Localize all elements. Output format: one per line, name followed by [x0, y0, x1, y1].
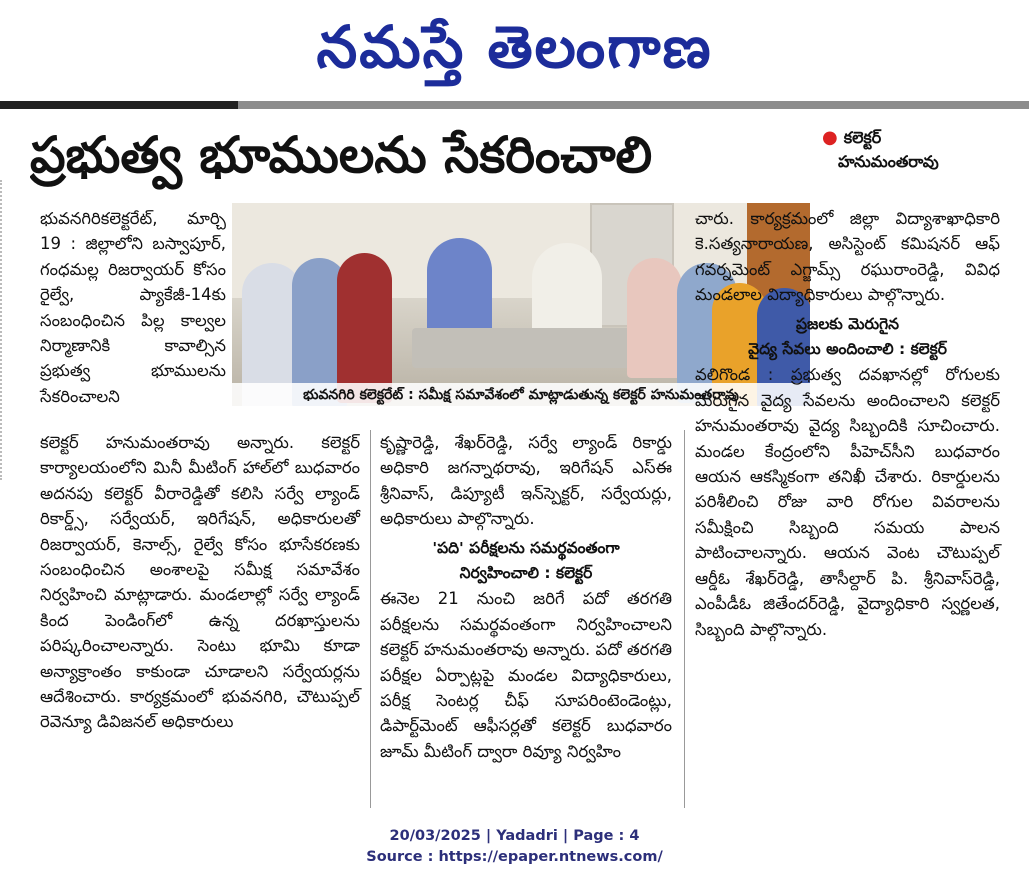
- masthead: [0, 0, 1029, 96]
- column-divider: [370, 430, 371, 808]
- paragraph: భువనగిరికలెక్టరేట్, మార్చి 19 : జిల్లాలోని బస్వాపూర్, గంధమల్ల రిజర్వాయర్ కోసం రైల్వే, ప్యాకేజీ-14కు సంబంధించిన పిల్ల కాల్వల నిర్మాణానికి కావాల్సిన ప్రభుత్వ భూములను సేకరించాలని: [40, 209, 226, 406]
- column-2: [380, 430, 672, 764]
- subheading-exams: 'పది' పరీక్షలను సమర్థవంతంగా నిర్వహించాలి : కలెక్టర్: [432, 538, 620, 583]
- header-rule-light: [238, 101, 1029, 109]
- page-edge-dots: [0, 180, 6, 480]
- photo-caption: భువనగిరి కలెక్టరేట్ : సమీక్ష సమావేశంలో మాట్లాడుతున్న కలెక్టర్ హనుమంతరావు: [232, 383, 810, 407]
- paragraph: చారు. కార్యక్రమంలో జిల్లా విద్యాశాఖాధికారి కె.సత్యనారాయణ, అసిస్టెంట్ కమిషనర్ ఆఫ్ గవర్నమెంట్ ఎగ్జామ్స్ రఘురాంరెడ్డి, వివిధ మండలాల విద్యాధికారులు పాల్గొన్నారు.: [695, 209, 1000, 305]
- column-1-bottom: [40, 430, 360, 735]
- byline: [822, 126, 1022, 174]
- bullet-icon: ●: [822, 127, 838, 148]
- paragraph: ఈనెల 21 నుంచి జరిగే పదో తరగతి పరీక్షలను సమర్థవంతంగా నిర్వహించాలని కలెక్టర్ హనుమంతరావు అన్నారు. పదో తరగతి పరీక్షల ఏర్పాట్లపై మండల విద్యాధికారులు, పరీక్ష సెంటర్ల చీఫ్ సూపరింటెండెంట్లు, డిపార్ట్‌మెంట్ ఆఫీసర్లతో కలెక్టర్ బుధవారం జూమ్ మీటింగ్ ద్వారా రివ్యూ నిర్వహిం: [380, 589, 672, 761]
- footer: [0, 826, 1029, 868]
- article-headline: ప్రభుత్వ భూములను సేకరించాలి: [30, 126, 653, 184]
- subheading-medical: ప్రజలకు మెరుగైన వైద్య సేవలు అందించాలి : కలెక్టర్: [748, 314, 947, 359]
- byline-name: హనుమంతరావు: [838, 152, 939, 171]
- column-divider: [684, 430, 685, 808]
- header-rule-dark: [0, 101, 238, 109]
- paragraph: కృష్ణారెడ్డి, శేఖర్‌రెడ్డి, సర్వే ల్యాండ్ రికార్డు అధికారి జగన్నాథరావు, ఇరిగేషన్ ఎస్ఈ శ్రీనివాస్, డిప్యూటీ ఇన్‌స్పెక్టర్, సర్వేయర్లు, అధికారులు పాల్గొన్నారు.: [380, 433, 672, 529]
- footer-source: Source : https://epaper.ntnews.com/: [366, 849, 663, 865]
- paragraph: కలెక్టర్ హనుమంతరావు అన్నారు. కలెక్టర్ కార్యాలయంలోని మినీ మీటింగ్ హాల్‌లో బుధవారం అదనపు కలెక్టర్ వీరారెడ్డితో కలిసి సర్వే ల్యాండ్ రికార్డ్స్, సర్వేయర్, ఇరిగేషన్, అధికారులతో రిజర్వాయర్, కెనాల్స్, రైల్వే కోసం భూసేకరణకు సంబంధించిన అంశాలపై సమీక్ష సమావేశం నిర్వహించి మాట్లాడారు. మండలాల్లో సర్వే ల్యాండ్ కింద పెండింగ్‌లో ఉన్న దరఖాస్తులను పరిష్కరించాలన్నారు. సెంటు భూమి కూడా అన్యాక్రాంతం కాకుండా చూడాలని సర్వేయర్లను ఆదేశించారు. కార్యక్రమంలో భువనగిరి, చౌటుప్పల్ రెవెన్యూ డివిజనల్ అధికారులు: [40, 433, 360, 732]
- column-1-top: [40, 206, 226, 409]
- newspaper-logo: నమస్తే తెలంగాణ: [316, 13, 713, 81]
- footer-date-page: 20/03/2025 | Yadadri | Page : 4: [389, 828, 640, 844]
- byline-role: కలెక్టర్: [843, 128, 882, 147]
- paragraph: వలిగొండ : ప్రభుత్వ దవఖానల్లో రోగులకు మెరుగైన వైద్య సేవలను అందించాలని కలెక్టర్ హనుమంతరావు వైద్య సిబ్బందికి సూచించారు. మండల కేంద్రంలోని పీహెచ్‌సీని బుధవారం ఆయన ఆకస్మికంగా తనిఖీ చేశారు. రికార్డులను పరిశీలించి రోజు వారి రోగుల వివరాలను సమీక్షించి సిబ్బంది సమయ పాలన పాటించాలన్నారు. ఆయన వెంట చౌటుప్పల్ ఆర్డీఓ శేఖర్‌రెడ్డి, తాసీల్దార్ పి. శ్రీనివాస్‌రెడ్డి, ఎంపీడీఓ జితేందర్‌రెడ్డి, వైద్యాధికారి స్వర్ణలత, సిబ్బంది పాల్గొన్నారు.: [695, 365, 1000, 639]
- column-3: [695, 206, 1000, 642]
